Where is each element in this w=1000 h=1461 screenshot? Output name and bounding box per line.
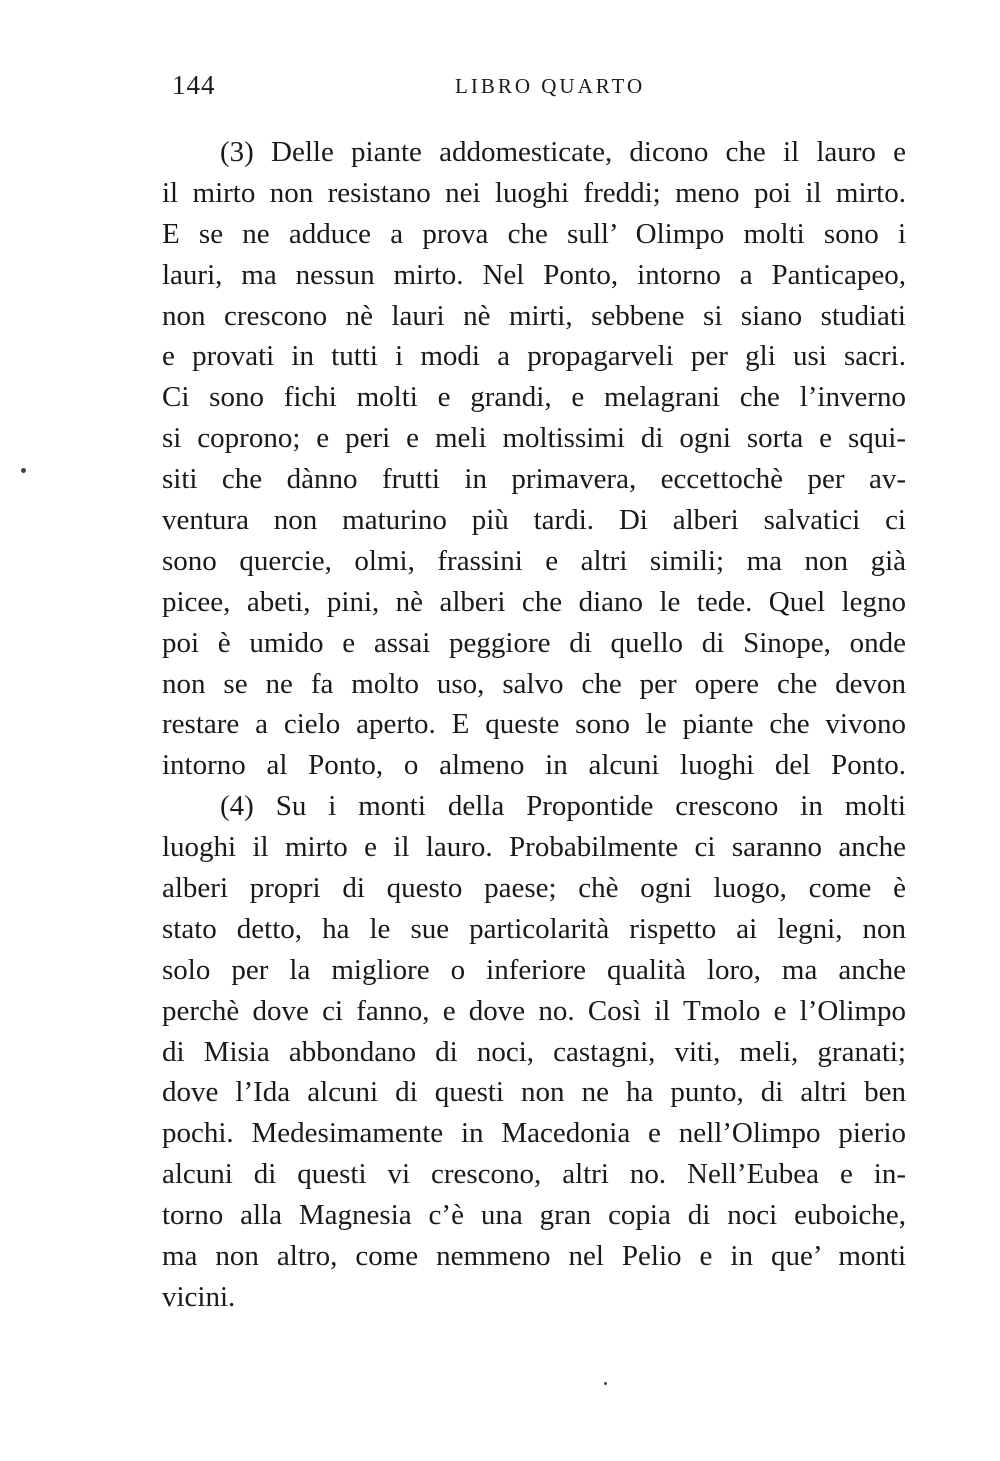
text-line: alcuni di questi vi crescono, altri no. Nell’Eubea e in- bbox=[162, 1158, 906, 1191]
text-line: non se ne fa molto uso, salvo che per opere che devon bbox=[162, 667, 906, 700]
text-line: pochi. Medesimamente in Macedonia e nell’Olimpo pierio bbox=[162, 1117, 906, 1150]
text-line: alberi propri di questo paese; chè ogni luogo, come è bbox=[162, 872, 906, 905]
text-line: sono quercie, olmi, frassini e altri simili; ma non già bbox=[162, 544, 906, 577]
text-line: Ci sono fichi molti e grandi, e melagrani che l’inverno bbox=[162, 381, 906, 414]
text-line: di Misia abbondano di noci, castagni, viti, meli, granati; bbox=[162, 1035, 906, 1068]
text-line: il mirto non resistano nei luoghi freddi; meno poi il mirto. bbox=[162, 176, 906, 209]
text-line: luoghi il mirto e il lauro. Probabilmente ci saranno anche bbox=[162, 831, 906, 864]
text-line: perchè dove ci fanno, e dove no. Così il Tmolo e l’Olimpo bbox=[162, 994, 906, 1027]
text-line: solo per la migliore o inferiore qualità loro, ma anche bbox=[162, 953, 906, 986]
text-line: si coprono; e peri e meli moltissimi di ogni sorta e squi- bbox=[162, 422, 906, 455]
text-line: dove l’Ida alcuni di questi non ne ha punto, di altri ben bbox=[162, 1076, 906, 1109]
text-line: lauri, ma nessun mirto. Nel Ponto, intorno a Panticapeo, bbox=[162, 258, 906, 291]
text-line: E se ne adduce a prova che sull’ Olimpo molti sono i bbox=[162, 217, 906, 250]
text-line: stato detto, ha le sue particolarità rispetto ai legni, non bbox=[162, 912, 906, 945]
text-line: picee, abeti, pini, nè alberi che diano le tede. Quel legno bbox=[162, 585, 906, 618]
stray-ink-dot bbox=[21, 468, 26, 473]
text-line: (3) Delle piante addomesticate, dicono che il lauro e bbox=[220, 136, 906, 168]
text-line: ma non altro, come nemmeno nel Pelio e in que’ monti bbox=[162, 1240, 906, 1273]
text-line: e provati in tutti i modi a propagarveli per gli usi sacri. bbox=[162, 340, 906, 373]
text-line: siti che dànno frutti in primavera, eccettochè per av- bbox=[162, 463, 906, 496]
text-line: ventura non maturino più tardi. Di alberi salvatici ci bbox=[162, 504, 906, 537]
text-line: restare a cielo aperto. E queste sono le piante che vivono bbox=[162, 708, 906, 741]
text-line: vicini. bbox=[162, 1280, 236, 1313]
body-text bbox=[162, 132, 906, 1318]
running-header bbox=[172, 70, 912, 106]
text-line: intorno al Ponto, o almeno in alcuni luoghi del Ponto. bbox=[162, 749, 906, 782]
text-line: non crescono nè lauri nè mirti, sebbene si siano studiati bbox=[162, 299, 906, 332]
stray-ink-dot bbox=[604, 1382, 607, 1385]
page-number: 144 bbox=[172, 70, 216, 100]
text-line: torno alla Magnesia c’è una gran copia di noci euboiche, bbox=[162, 1199, 906, 1232]
text-line: poi è umido e assai peggiore di quello di Sinope, onde bbox=[162, 626, 906, 659]
text-line: (4) Su i monti della Propontide crescono in molti bbox=[220, 790, 906, 823]
running-title: LIBRO QUARTO bbox=[455, 74, 646, 98]
